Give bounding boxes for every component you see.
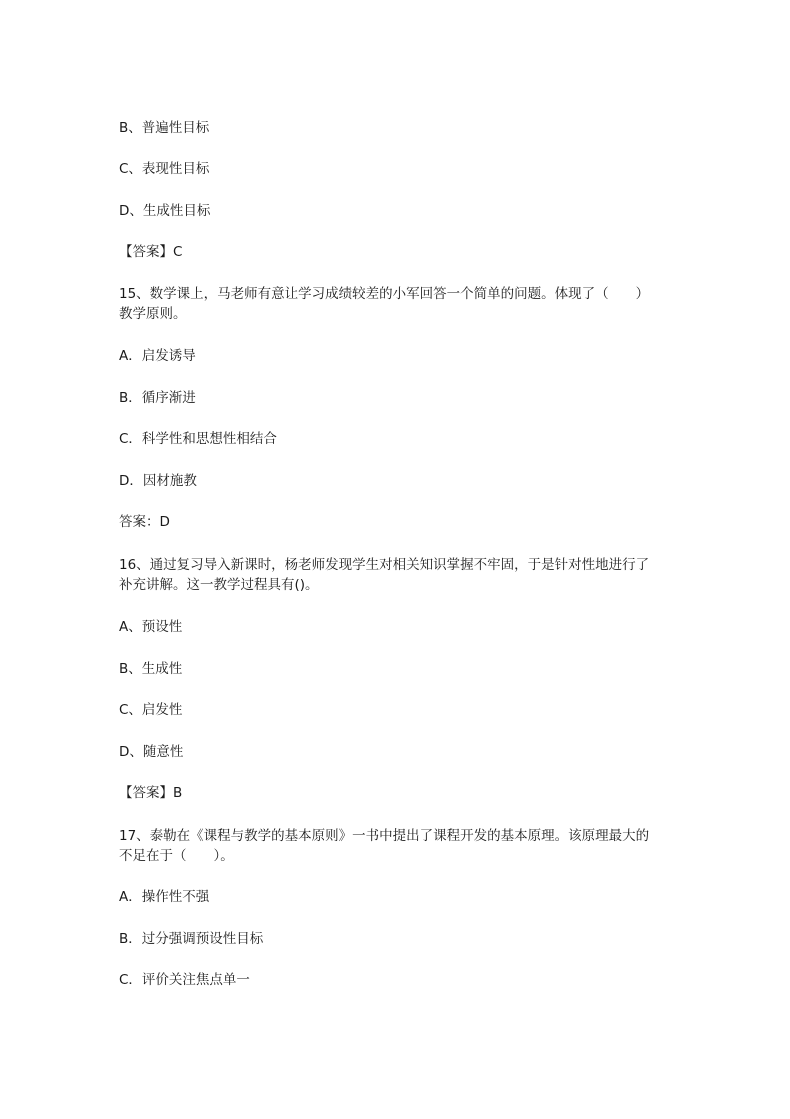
- q15-option-c: C．科学性和思想性相结合: [119, 431, 277, 447]
- q14-option-d: D、生成性目标: [119, 203, 211, 219]
- q14-option-c: C、表现性目标: [119, 161, 210, 177]
- q14-answer: 【答案】C: [119, 244, 183, 260]
- q15-option-d: D．因材施教: [119, 473, 197, 489]
- q15-question-line2: 教学原则。: [119, 306, 187, 322]
- q16-option-d: D、随意性: [119, 744, 184, 760]
- q16-answer: 【答案】B: [119, 785, 183, 801]
- q15-answer: 答案：D: [119, 514, 170, 530]
- q17-option-a: A．操作性不强: [119, 889, 210, 905]
- q15-question-line1: 15、数学课上，马老师有意让学习成绩较差的小军回答一个简单的问题。体现了（ ）: [119, 286, 650, 302]
- q15-option-a: A．启发诱导: [119, 348, 196, 364]
- q16-option-b: B、生成性: [119, 661, 183, 677]
- q16-option-c: C、启发性: [119, 702, 183, 718]
- q16-question-line2: 补充讲解。这一教学过程具有()。: [119, 577, 319, 593]
- q17-question-line2: 不足在于（ ）。: [119, 848, 234, 864]
- q15-option-b: B．循序渐进: [119, 390, 196, 406]
- q17-option-b: B．过分强调预设性目标: [119, 931, 264, 947]
- q17-option-c: C．评价关注焦点单一: [119, 972, 250, 988]
- q17-question-line1: 17、泰勒在《课程与教学的基本原则》一书中提出了课程开发的基本原理。该原理最大的: [119, 828, 650, 844]
- q16-option-a: A、预设性: [119, 619, 183, 635]
- q14-option-b: B、普遍性目标: [119, 120, 210, 136]
- q16-question-line1: 16、通过复习导入新课时，杨老师发现学生对相关知识掌握不牢固，于是针对性地进行了: [119, 557, 650, 573]
